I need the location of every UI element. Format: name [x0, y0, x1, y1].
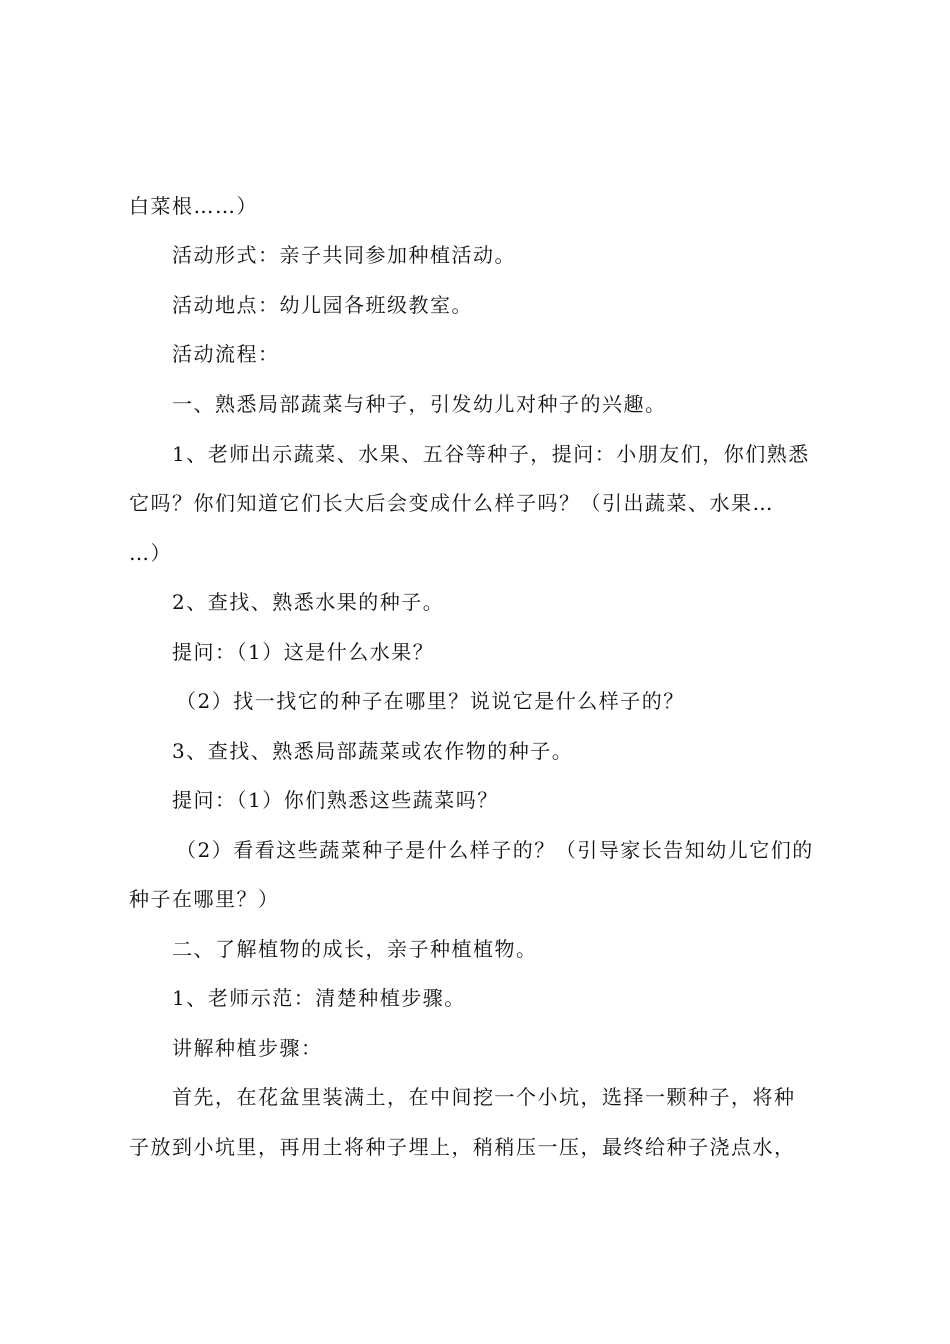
text-line-7: 它吗？你们知道它们长大后会变成什么样子吗？（引出蔬菜、水果…: [129, 491, 774, 515]
text-line-15: 种子在哪里？）: [129, 887, 280, 911]
text-line-1: 白菜根……）: [129, 194, 258, 218]
text-line-16: 二、了解植物的成长，亲子种植植物。: [172, 937, 538, 961]
text-line-20: 子放到小坑里，再用土将种子埋上，稍稍压一压，最终给种子浇点水，: [129, 1135, 796, 1159]
text-line-10: 提问：（1）这是什么水果？: [172, 640, 435, 664]
text-line-8: …）: [129, 541, 172, 565]
text-line-18: 讲解种植步骤：: [172, 1036, 323, 1060]
text-line-9: 2、查找、熟悉水果的种子。: [172, 590, 445, 614]
text-line-6: 1、老师出示蔬菜、水果、五谷等种子，提问：小朋友们，你们熟悉: [172, 442, 810, 466]
text-line-5: 一、熟悉局部蔬菜与种子，引发幼儿对种子的兴趣。: [172, 392, 667, 416]
text-line-12: 3、查找、熟悉局部蔬菜或农作物的种子。: [172, 739, 574, 763]
text-line-2: 活动形式：亲子共同参加种植活动。: [172, 243, 516, 267]
text-line-17: 1、老师示范：清楚种植步骤。: [172, 986, 466, 1010]
text-line-19: 首先，在花盆里装满土，在中间挖一个小坑，选择一颗种子，将种: [172, 1085, 796, 1109]
text-line-3: 活动地点：幼儿园各班级教室。: [172, 293, 473, 317]
text-line-13: 提问：（1）你们熟悉这些蔬菜吗？: [172, 788, 499, 812]
text-line-4: 活动流程：: [172, 342, 280, 366]
text-line-11: （2）找一找它的种子在哪里？说说它是什么样子的？: [176, 689, 685, 713]
text-line-14: （2）看看这些蔬菜种子是什么样子的？（引导家长告知幼儿它们的: [176, 838, 814, 862]
